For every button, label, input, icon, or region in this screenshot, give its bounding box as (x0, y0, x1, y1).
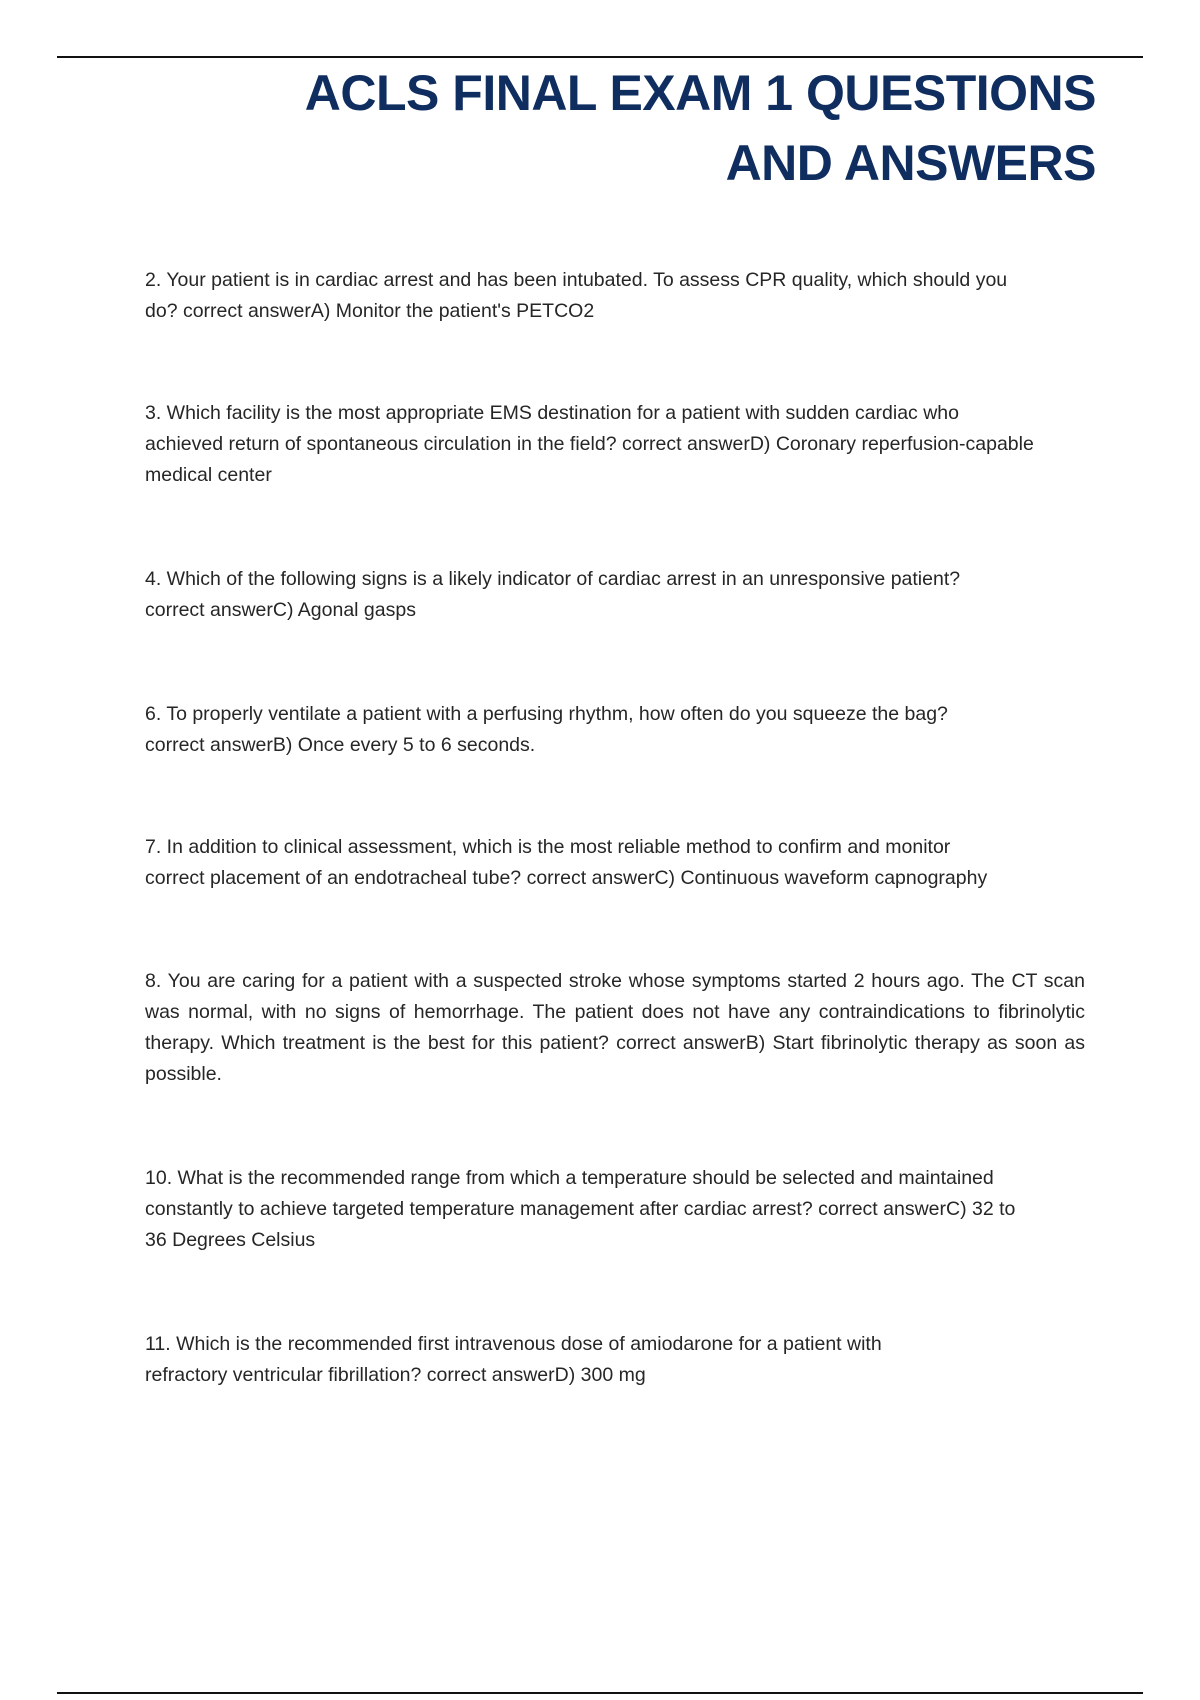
qa-item-10: 10. What is the recommended range from which a temperature should be selected and maintained constantly to achieve targeted temperature management after cardiac arrest? correct answerC) 32 to 36 Degrees Celsius (145, 1167, 1016, 1251)
qa-item-6: 6. To properly ventilate a patient with a perfusing rhythm, how often do you squeeze the bag? correct answerB) Once every 5 to 6 seconds. (145, 703, 948, 756)
qa-item-3: 3. Which facility is the most appropriate EMS destination for a patient with sudden cardiac who achieved return of spontaneous circulation in the field? correct answerD) Coronary reperfusion-capable medical center (145, 402, 1034, 486)
qa-item-7: 7. In addition to clinical assessment, which is the most reliable method to confirm and monitor correct placement of an endotracheal tube? correct answerC) Continuous waveform capnography (145, 836, 988, 889)
qa-item-4: 4. Which of the following signs is a likely indicator of cardiac arrest in an unresponsive patient? correct answerC) Agonal gasps (145, 568, 961, 621)
document-title: ACLS FINAL EXAM 1 QUESTIONS AND ANSWERS (304, 65, 1096, 191)
qa-item-11: 11. Which is the recommended first intravenous dose of amiodarone for a patient with refractory ventricular fibrillation? correct answerD) 300 mg (145, 1333, 882, 1386)
qa-item-8: 8. You are caring for a patient with a suspected stroke whose symptoms started 2 hours ago. The CT scan was normal, with no signs of hemorrhage. The patient does not have any contraindications to fibrinolytic therapy. Which treatment is the best for this patient? correct answerB) Start fibrinolytic therapy as soon as possible. (145, 970, 1085, 1085)
footer-rule (57, 1692, 1143, 1694)
qa-item-2: 2. Your patient is in cardiac arrest and has been intubated. To assess CPR quality, which should you do? correct answerA) Monitor the patient's PETCO2 (145, 269, 1008, 322)
